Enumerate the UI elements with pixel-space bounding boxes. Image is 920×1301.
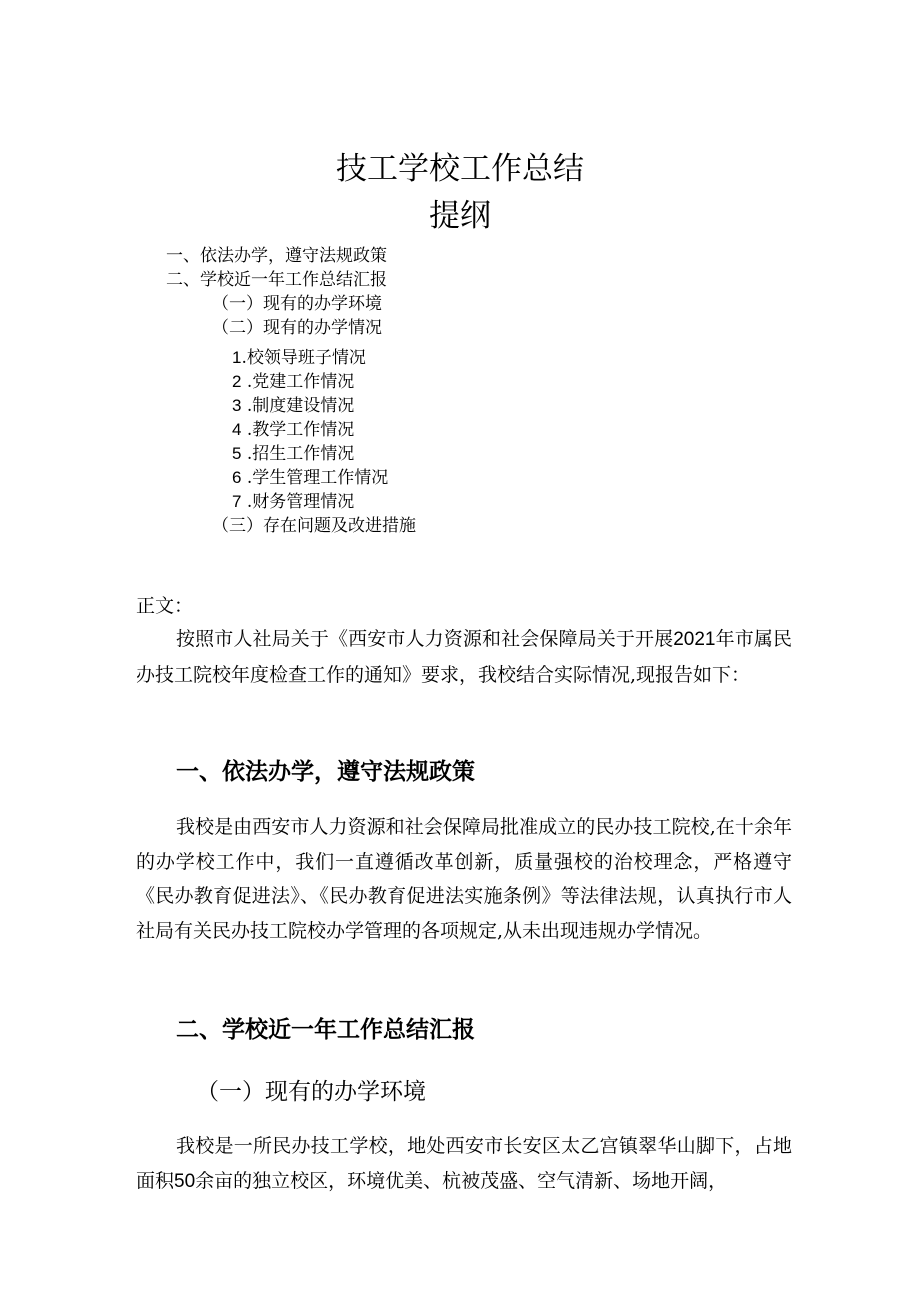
section-2-paragraph: 我校是一所民办技工学校，地处西安市长安区太乙宫镇翠华山脚下，占地面积50余亩的独立校区，环境优美、杭被茂盛、空气清新、场地开阔，	[136, 1135, 792, 1192]
outline-subsection-1: （一）现有的办学环境	[212, 294, 382, 314]
outline-subitem: 6 .学生管理工作情况	[232, 468, 389, 488]
outline-subsection-2: （二）现有的办学情况	[212, 318, 382, 338]
section-1-paragraph: 我校是由西安市人力资源和社会保障局批准成立的民办技工院校,在十余年的办学校工作中，我们一直遵循改革创新，质量强校的治校理念，严格遵守《民办教育促进法》、《民办教育促进法实施条例》等法律法规，认真执行市人社局有关民办技工院校办学管理的各项规定,从未出现违规办学情况。	[136, 816, 792, 942]
outline-subitem: 4 .教学工作情况	[232, 420, 355, 440]
section-heading-1: 一、依法办学，遵守法规政策	[176, 759, 475, 785]
outline-item-2: 二、学校近一年工作总结汇报	[166, 270, 387, 290]
outline-subitem: 3 .制度建设情况	[232, 396, 355, 416]
document-subtitle: 提纲	[429, 198, 491, 234]
intro-paragraph: 按照市人社局关于《西安市人力资源和社会保障局关于开展2021年市属民办技工院校年度检查工作的通知》要求，我校结合实际情况,现报告如下：	[136, 628, 792, 686]
outline-item-1: 一、依法办学，遵守法规政策	[166, 246, 387, 266]
outline-subitem: 2 .党建工作情况	[232, 372, 355, 392]
body-label: 正文：	[136, 595, 194, 617]
subsection-heading-1: （一）现有的办学环境	[196, 1079, 426, 1105]
outline-subitem: 5 .招生工作情况	[232, 444, 355, 464]
document-title: 技工学校工作总结	[336, 151, 584, 187]
outline-subitem: 7 .财务管理情况	[232, 492, 355, 512]
outline-subitem: 1.校领导班子情况	[232, 348, 366, 368]
outline-subsection-3: （三）存在问题及改进措施	[212, 516, 416, 536]
section-heading-2: 二、学校近一年工作总结汇报	[176, 1017, 475, 1043]
